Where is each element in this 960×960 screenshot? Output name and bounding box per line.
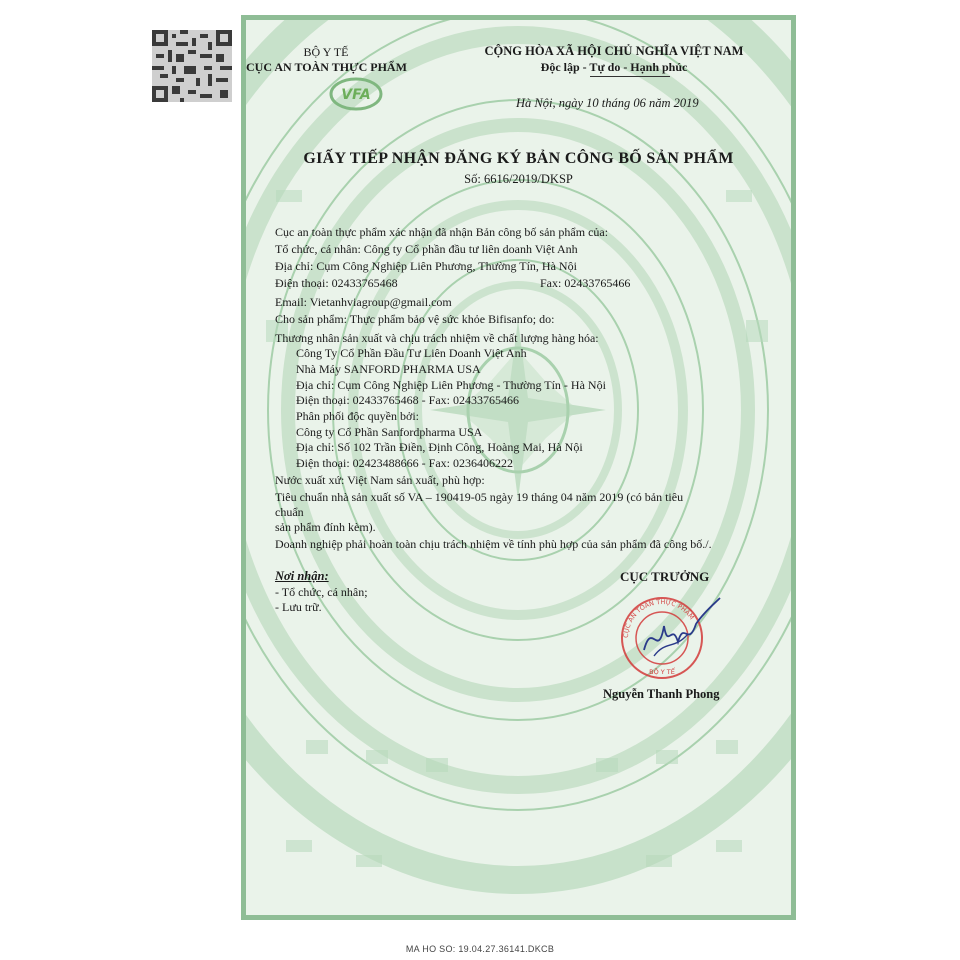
distributor-name: Công ty Cổ Phần Sanfordpharma USA	[296, 425, 483, 439]
standard-line-2: chuẩn	[275, 505, 304, 519]
recipient-item: - Tổ chức, cá nhân;	[275, 585, 368, 599]
department-name: CỤC AN TOÀN THỰC PHẨM	[246, 60, 407, 74]
trader-phone: Điện thoại: 02433765468 - Fax: 02433765466	[296, 393, 519, 407]
responsibility-line: Doanh nghiệp phải hoàn toàn chịu trách nhiệm về tính phù hợp của sản phẩm đã công bố./.	[275, 537, 712, 551]
place-date: Hà Nội, ngày 10 tháng 06 năm 2019	[516, 96, 699, 110]
recipient-item: - Lưu trữ.	[275, 600, 322, 614]
vfa-logo	[328, 76, 384, 112]
signer-role: CỤC TRƯỞNG	[620, 569, 710, 584]
country-name: CỘNG HÒA XÃ HỘI CHỦ NGHĨA VIỆT NAM	[484, 44, 744, 58]
stamp-arc-text: CỤC AN TOÀN THỰC PHẨM	[621, 597, 696, 639]
trader-name: Công Ty Cổ Phần Đầu Tư Liên Doanh Việt Anh	[296, 346, 527, 360]
intro-line: Cục an toàn thực phẩm xác nhận đã nhận Bản công bố sản phẩm của:	[275, 225, 609, 239]
distributor-address: Địa chỉ: Số 102 Trần Điền, Định Công, Hoàng Mai, Hà Nội	[296, 440, 583, 454]
trader-intro: Thương nhân sản xuất và chịu trách nhiệm về chất lượng hàng hóa:	[275, 331, 599, 345]
logo-text: VFA	[341, 87, 371, 103]
official-stamp	[614, 590, 724, 682]
email-line: Email: Vietanhviagroup@gmail.com	[275, 295, 452, 309]
recipients-heading: Nơi nhận:	[275, 569, 329, 583]
file-code: MA HO SO: 19.04.27.36141.DKCB	[405, 944, 555, 954]
stamp-bottom-text: BỘ Y TẾ	[649, 668, 675, 676]
document-title: GIẤY TIẾP NHẬN ĐĂNG KÝ BẢN CÔNG BỐ SẢN PHẨM	[303, 150, 734, 167]
distributor-phone: Điện thoại: 02423488666 - Fax: 0236406222	[296, 456, 513, 470]
signer-name: Nguyễn Thanh Phong	[603, 687, 720, 701]
qr-code-image	[152, 30, 232, 102]
standard-line-1: Tiêu chuẩn nhà sản xuất số VA – 190419-05 ngày 19 tháng 04 năm 2019 (có bản tiêu	[275, 490, 684, 504]
trader-address: Địa chỉ: Cụm Công Nghiệp Liên Phương - Thường Tín - Hà Nội	[296, 378, 606, 392]
product-line: Cho sản phẩm: Thực phẩm bảo vệ sức khỏe Bifisanfo; do:	[275, 312, 555, 326]
origin-line: Nước xuất xứ: Việt Nam sản xuất, phù hợp:	[275, 473, 485, 487]
factory-name: Nhà Máy SANFORD PHARMA USA	[296, 362, 481, 376]
fax-line: Fax: 02433765466	[540, 276, 631, 290]
address-line: Địa chỉ: Cụm Công Nghiệp Liên Phương, Thường Tín, Hà Nội	[275, 259, 577, 273]
org-line: Tổ chức, cá nhân: Công ty Cổ phần đầu tư liên doanh Việt Anh	[275, 242, 578, 256]
phone-line: Điện thoại: 02433765468	[275, 276, 398, 290]
document-number: Số: 6616/2019/DKSP	[464, 172, 573, 186]
ministry-name: BỘ Y TẾ	[303, 45, 349, 59]
standard-line-3: sản phẩm đính kèm).	[275, 520, 376, 534]
certificate-document	[241, 15, 796, 920]
motto: Độc lập - Tự do - Hạnh phúc	[540, 60, 688, 74]
motto-underline	[590, 76, 670, 77]
distributor-intro: Phân phối độc quyền bởi:	[296, 409, 419, 423]
